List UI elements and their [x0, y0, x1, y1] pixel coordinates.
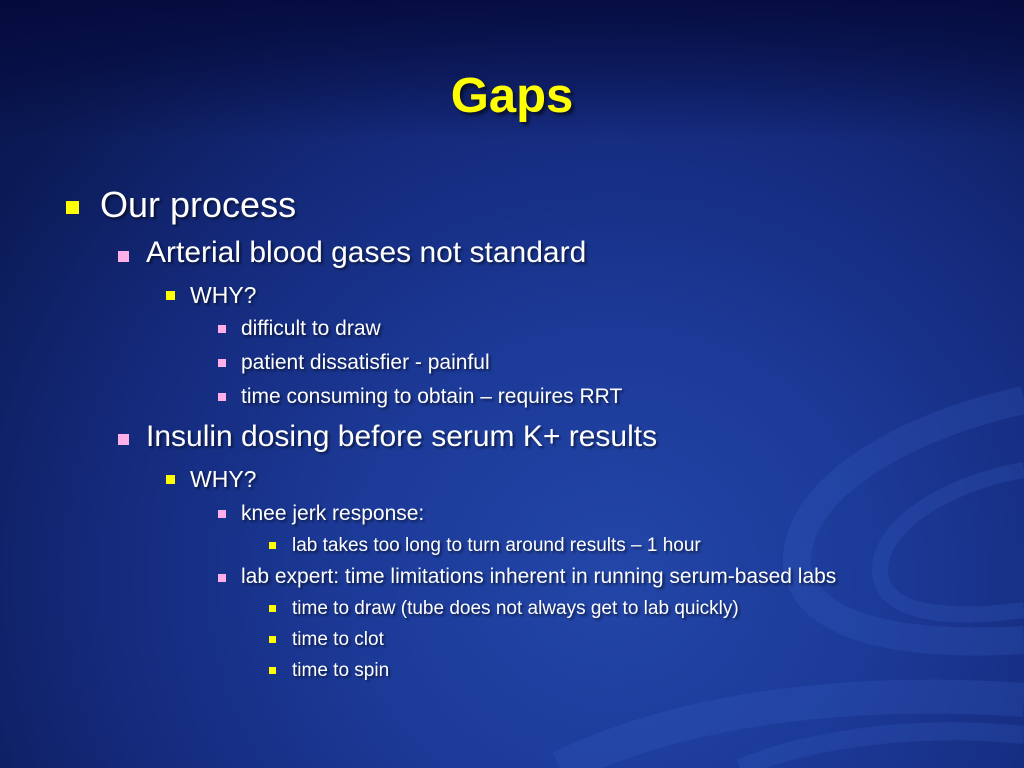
bullet-difficult-to-draw: difficult to draw — [241, 317, 381, 340]
bullet-time-consuming: time consuming to obtain – requires RRT — [241, 385, 623, 408]
bullet-arterial-blood-gases: Arterial blood gases not standard — [146, 236, 587, 269]
square-bullet-icon — [218, 393, 226, 401]
square-bullet-icon — [66, 201, 79, 214]
square-bullet-icon — [218, 510, 226, 518]
square-bullet-icon — [269, 636, 276, 643]
square-bullet-icon — [218, 325, 226, 333]
square-bullet-icon — [269, 605, 276, 612]
bullet-lab-expert: lab expert: time limitations inherent in running serum-based labs — [241, 565, 837, 588]
bullet-why-2: WHY? — [190, 466, 257, 492]
square-bullet-icon — [166, 475, 175, 484]
square-bullet-icon — [269, 667, 276, 674]
square-bullet-icon — [118, 251, 129, 262]
bullet-time-to-clot: time to clot — [292, 629, 384, 650]
square-bullet-icon — [218, 574, 226, 582]
bullet-time-to-draw: time to draw (tube does not always get to lab quickly) — [292, 598, 739, 619]
bullet-time-to-spin: time to spin — [292, 660, 390, 681]
square-bullet-icon — [118, 434, 129, 445]
square-bullet-icon — [166, 291, 175, 300]
bullet-patient-dissatisfier: patient dissatisfier - painful — [241, 351, 490, 374]
bullet-knee-jerk: knee jerk response: — [241, 502, 425, 525]
square-bullet-icon — [218, 359, 226, 367]
square-bullet-icon — [269, 542, 276, 549]
slide-title: Gaps — [450, 69, 574, 123]
bullet-lab-takes-too-long: lab takes too long to turn around results – 1 hour — [292, 535, 701, 556]
bullet-why: WHY? — [190, 282, 257, 308]
bullet-insulin-dosing: Insulin dosing before serum K+ results — [146, 420, 658, 453]
bullet-our-process: Our process — [100, 184, 297, 225]
